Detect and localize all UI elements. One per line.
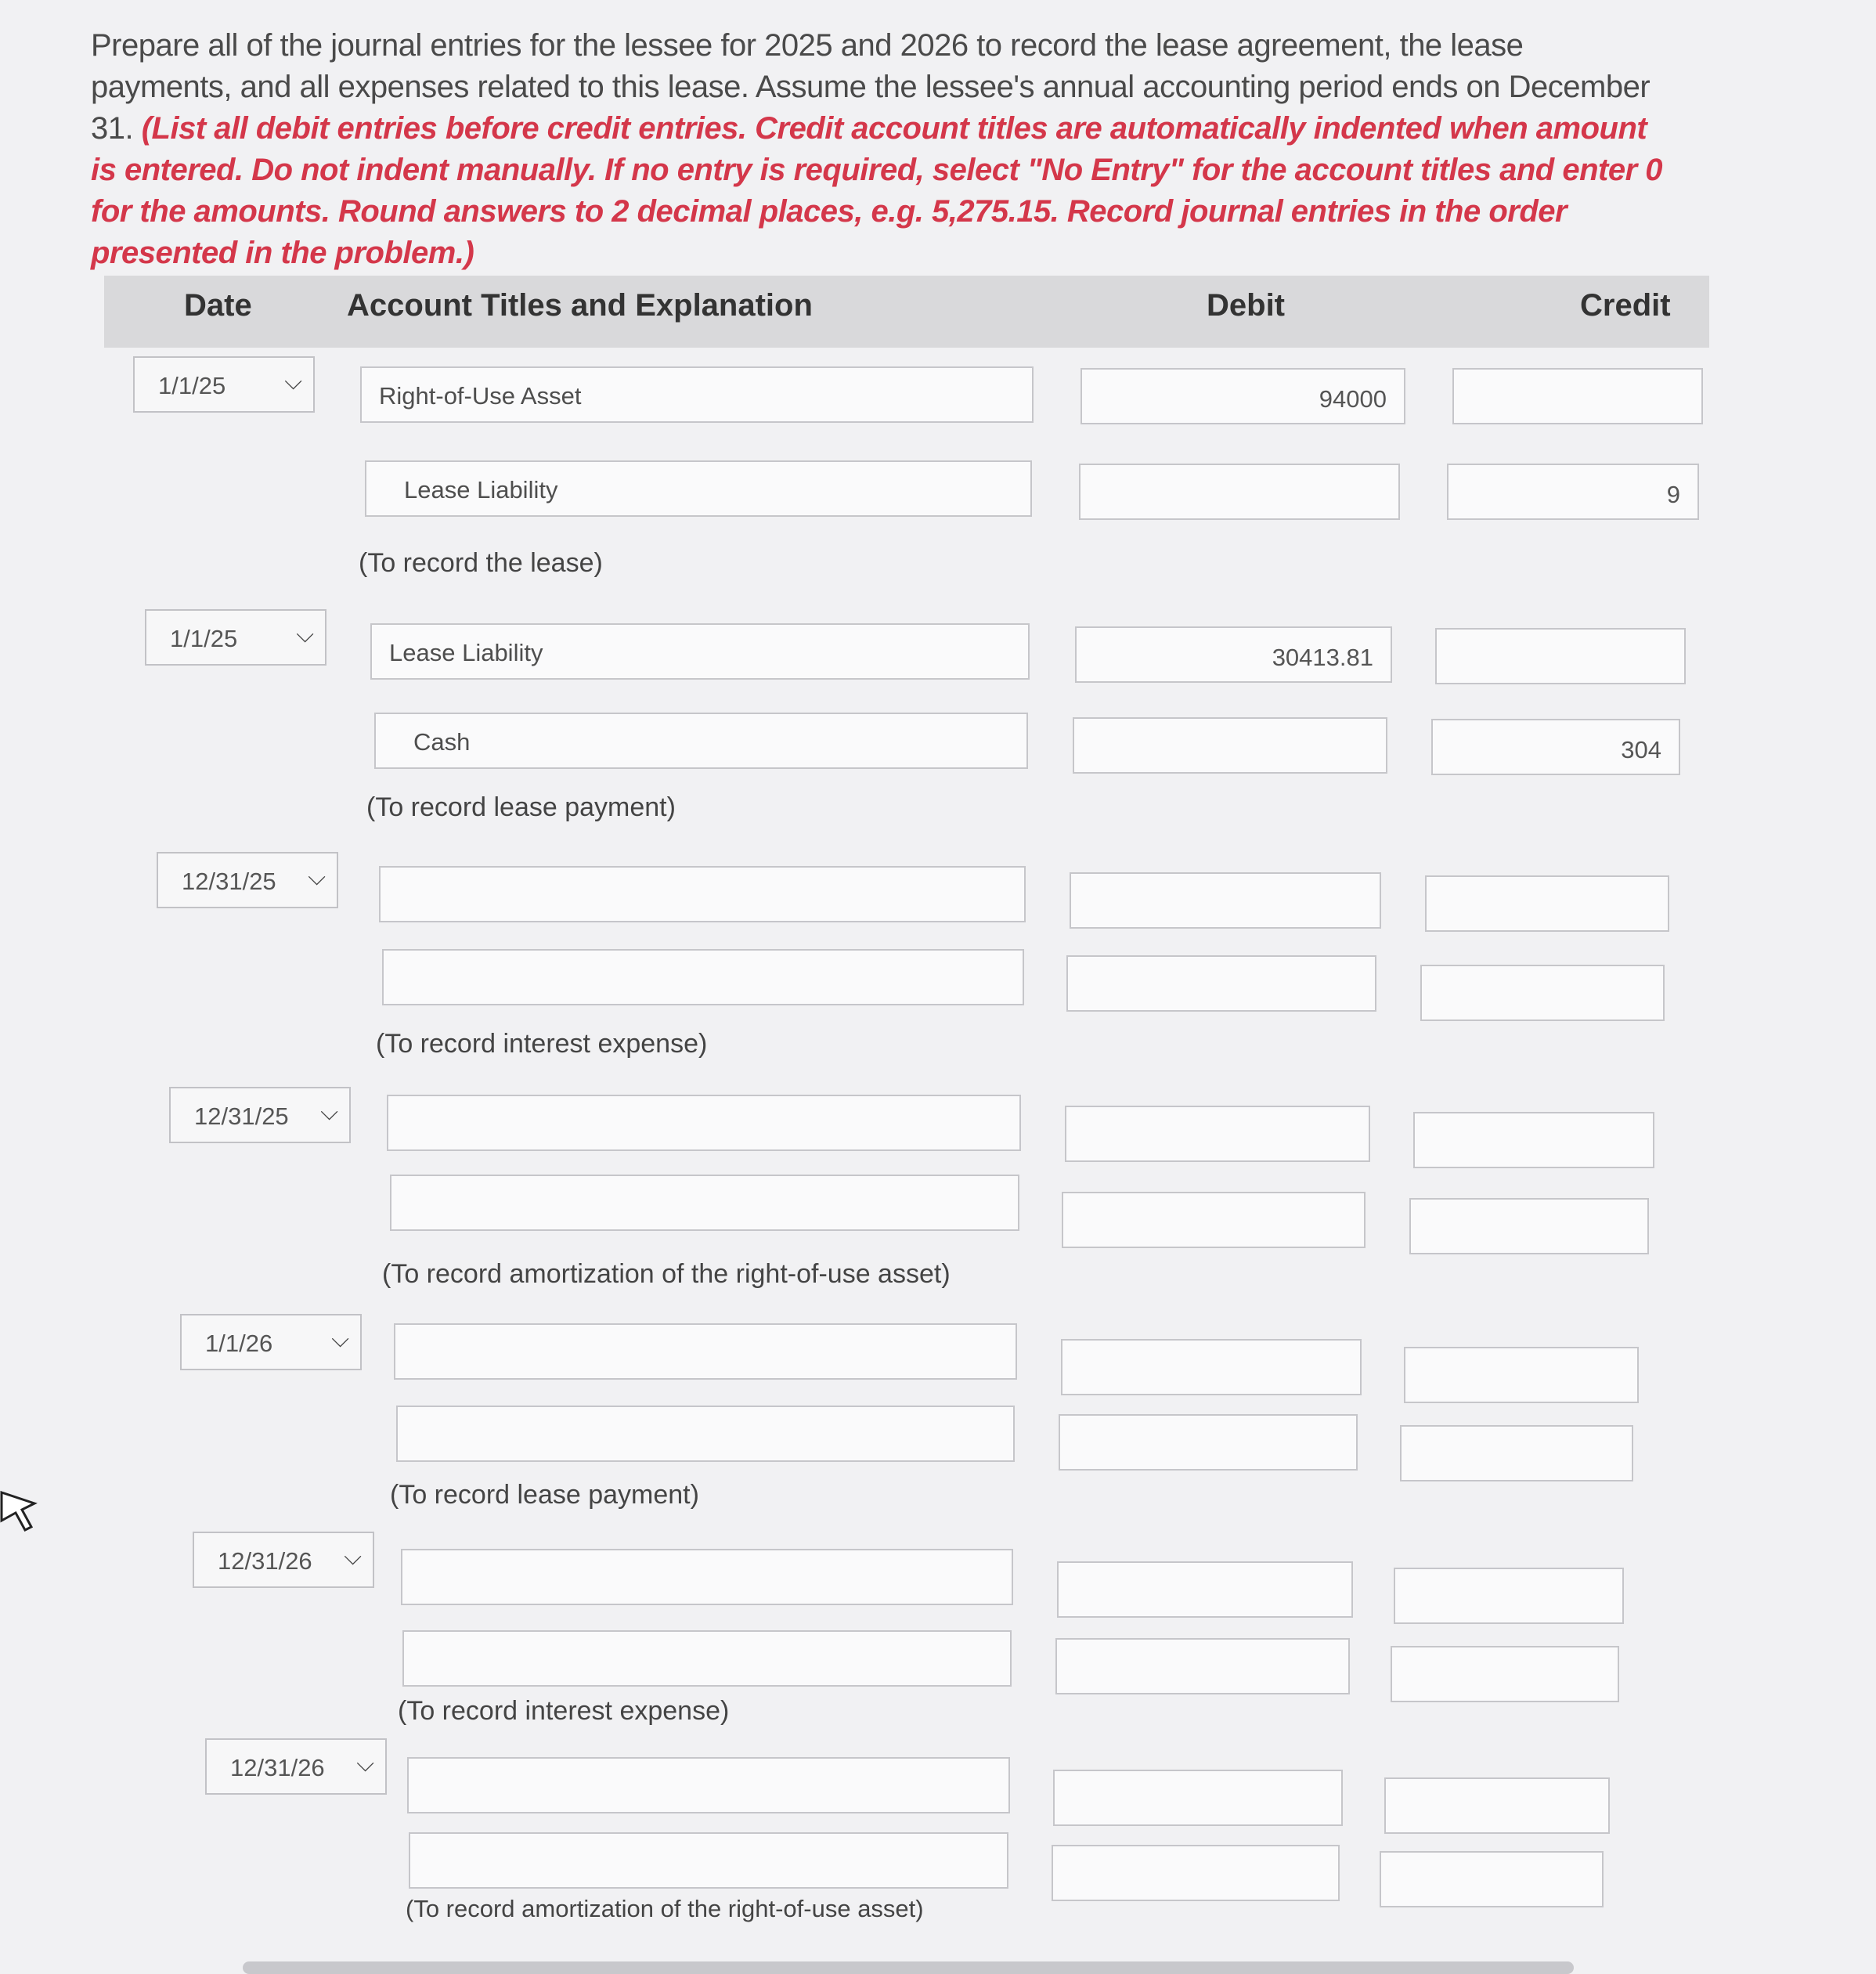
- credit-value: 9: [1666, 481, 1680, 508]
- instructions-emphasis: (List all debit entries before credit entries. Credit account titles are automatically indented when amount is entered. Do not indent manually. If no entry is required, select "No Entry" for the account titles and enter 0 for the amounts. Round answers to 2 decimal places, e.g. 5,275.15. Record journal entries in the order presented in the problem.): [91, 111, 1662, 270]
- credit-input[interactable]: [1391, 1646, 1619, 1702]
- date-select[interactable]: [205, 1738, 387, 1795]
- chevron-down-icon: ⌵: [356, 1751, 374, 1777]
- credit-value: 304: [1621, 736, 1661, 763]
- account-title-input[interactable]: [409, 1832, 1008, 1889]
- credit-input[interactable]: [1452, 368, 1703, 424]
- date-value: 12/31/25: [182, 868, 276, 895]
- debit-value: 30413.81: [1272, 644, 1373, 671]
- account-title-input[interactable]: [379, 866, 1026, 922]
- account-title-input[interactable]: [402, 1630, 1012, 1687]
- date-value: 12/31/26: [218, 1547, 312, 1575]
- date-value: 1/1/25: [158, 372, 226, 399]
- credit-input[interactable]: [1447, 464, 1699, 520]
- chevron-down-icon: ⌵: [320, 1099, 338, 1125]
- chevron-down-icon: ⌵: [296, 622, 314, 648]
- date-value: 12/31/26: [230, 1754, 325, 1781]
- account-title-value: Lease Liability: [389, 639, 543, 666]
- debit-input[interactable]: [1052, 1845, 1340, 1901]
- date-select[interactable]: [157, 852, 338, 908]
- credit-input[interactable]: [1431, 719, 1680, 775]
- date-select[interactable]: [180, 1314, 362, 1370]
- date-select[interactable]: [169, 1087, 351, 1143]
- account-title-input[interactable]: [394, 1323, 1017, 1380]
- account-title-value: Cash: [413, 728, 471, 756]
- debit-value: 94000: [1319, 385, 1387, 413]
- entry-explanation: (To record lease payment): [390, 1480, 699, 1510]
- table-header: [104, 276, 1709, 348]
- credit-input[interactable]: [1409, 1198, 1649, 1254]
- debit-input[interactable]: [1057, 1561, 1353, 1618]
- credit-input[interactable]: [1413, 1112, 1654, 1168]
- account-title-input[interactable]: [365, 460, 1032, 517]
- account-title-value: Lease Liability: [404, 476, 558, 503]
- account-title-input[interactable]: [360, 366, 1034, 423]
- instructions: [91, 25, 1672, 274]
- debit-input[interactable]: [1070, 872, 1381, 929]
- debit-input[interactable]: [1055, 1638, 1350, 1694]
- debit-input[interactable]: [1066, 955, 1376, 1012]
- debit-input[interactable]: [1065, 1106, 1370, 1162]
- header-date: Date: [184, 288, 252, 323]
- chevron-down-icon: ⌵: [284, 369, 302, 395]
- mouse-cursor-icon: [0, 1486, 41, 1533]
- horizontal-scrollbar[interactable]: [243, 1961, 1574, 1974]
- date-select[interactable]: [193, 1532, 374, 1588]
- date-value: 12/31/25: [194, 1102, 289, 1130]
- date-select[interactable]: [133, 356, 315, 413]
- debit-input[interactable]: [1053, 1770, 1343, 1826]
- credit-input[interactable]: [1384, 1777, 1610, 1834]
- debit-input[interactable]: [1073, 717, 1387, 774]
- entry-explanation: (To record lease payment): [366, 792, 676, 822]
- date-select[interactable]: [145, 609, 326, 666]
- header-credit: Credit: [1580, 288, 1671, 323]
- entry-explanation: (To record amortization of the right-of-use asset): [406, 1895, 924, 1922]
- credit-input[interactable]: [1425, 875, 1669, 932]
- entry-explanation: (To record interest expense): [398, 1696, 730, 1726]
- debit-input[interactable]: [1059, 1414, 1358, 1471]
- instructions-text: Prepare all of the journal entries for the lessee for 2025 and 2026 to record the lease agreement, the lease payments, and all expenses related to this lease. Assume the lessee's annual accounting period ends on December 31.: [91, 28, 1651, 146]
- account-title-input[interactable]: [401, 1549, 1013, 1605]
- account-title-input[interactable]: [374, 713, 1028, 769]
- debit-input[interactable]: [1081, 368, 1405, 424]
- chevron-down-icon: ⌵: [344, 1544, 362, 1570]
- account-title-value: Right-of-Use Asset: [379, 382, 582, 410]
- credit-input[interactable]: [1420, 965, 1665, 1021]
- entry-explanation: (To record interest expense): [376, 1029, 708, 1059]
- credit-input[interactable]: [1394, 1568, 1624, 1624]
- account-title-input[interactable]: [407, 1757, 1010, 1813]
- credit-input[interactable]: [1400, 1425, 1633, 1481]
- debit-input[interactable]: [1075, 626, 1392, 683]
- debit-input[interactable]: [1061, 1339, 1362, 1395]
- debit-input[interactable]: [1079, 464, 1400, 520]
- date-value: 1/1/26: [205, 1330, 273, 1357]
- credit-input[interactable]: [1380, 1851, 1604, 1907]
- account-title-input[interactable]: [390, 1175, 1019, 1231]
- account-title-input[interactable]: [370, 623, 1030, 680]
- entry-explanation: (To record amortization of the right-of-use asset): [382, 1259, 951, 1289]
- account-title-input[interactable]: [396, 1406, 1015, 1462]
- account-title-input[interactable]: [387, 1095, 1021, 1151]
- account-title-input[interactable]: [382, 949, 1024, 1005]
- credit-input[interactable]: [1435, 628, 1686, 684]
- header-debit: Debit: [1207, 288, 1285, 323]
- chevron-down-icon: ⌵: [308, 864, 326, 890]
- header-account: Account Titles and Explanation: [347, 288, 813, 323]
- chevron-down-icon: ⌵: [331, 1326, 349, 1352]
- date-value: 1/1/25: [170, 625, 238, 652]
- entry-explanation: (To record the lease): [359, 548, 603, 578]
- credit-input[interactable]: [1404, 1347, 1639, 1403]
- debit-input[interactable]: [1062, 1192, 1366, 1248]
